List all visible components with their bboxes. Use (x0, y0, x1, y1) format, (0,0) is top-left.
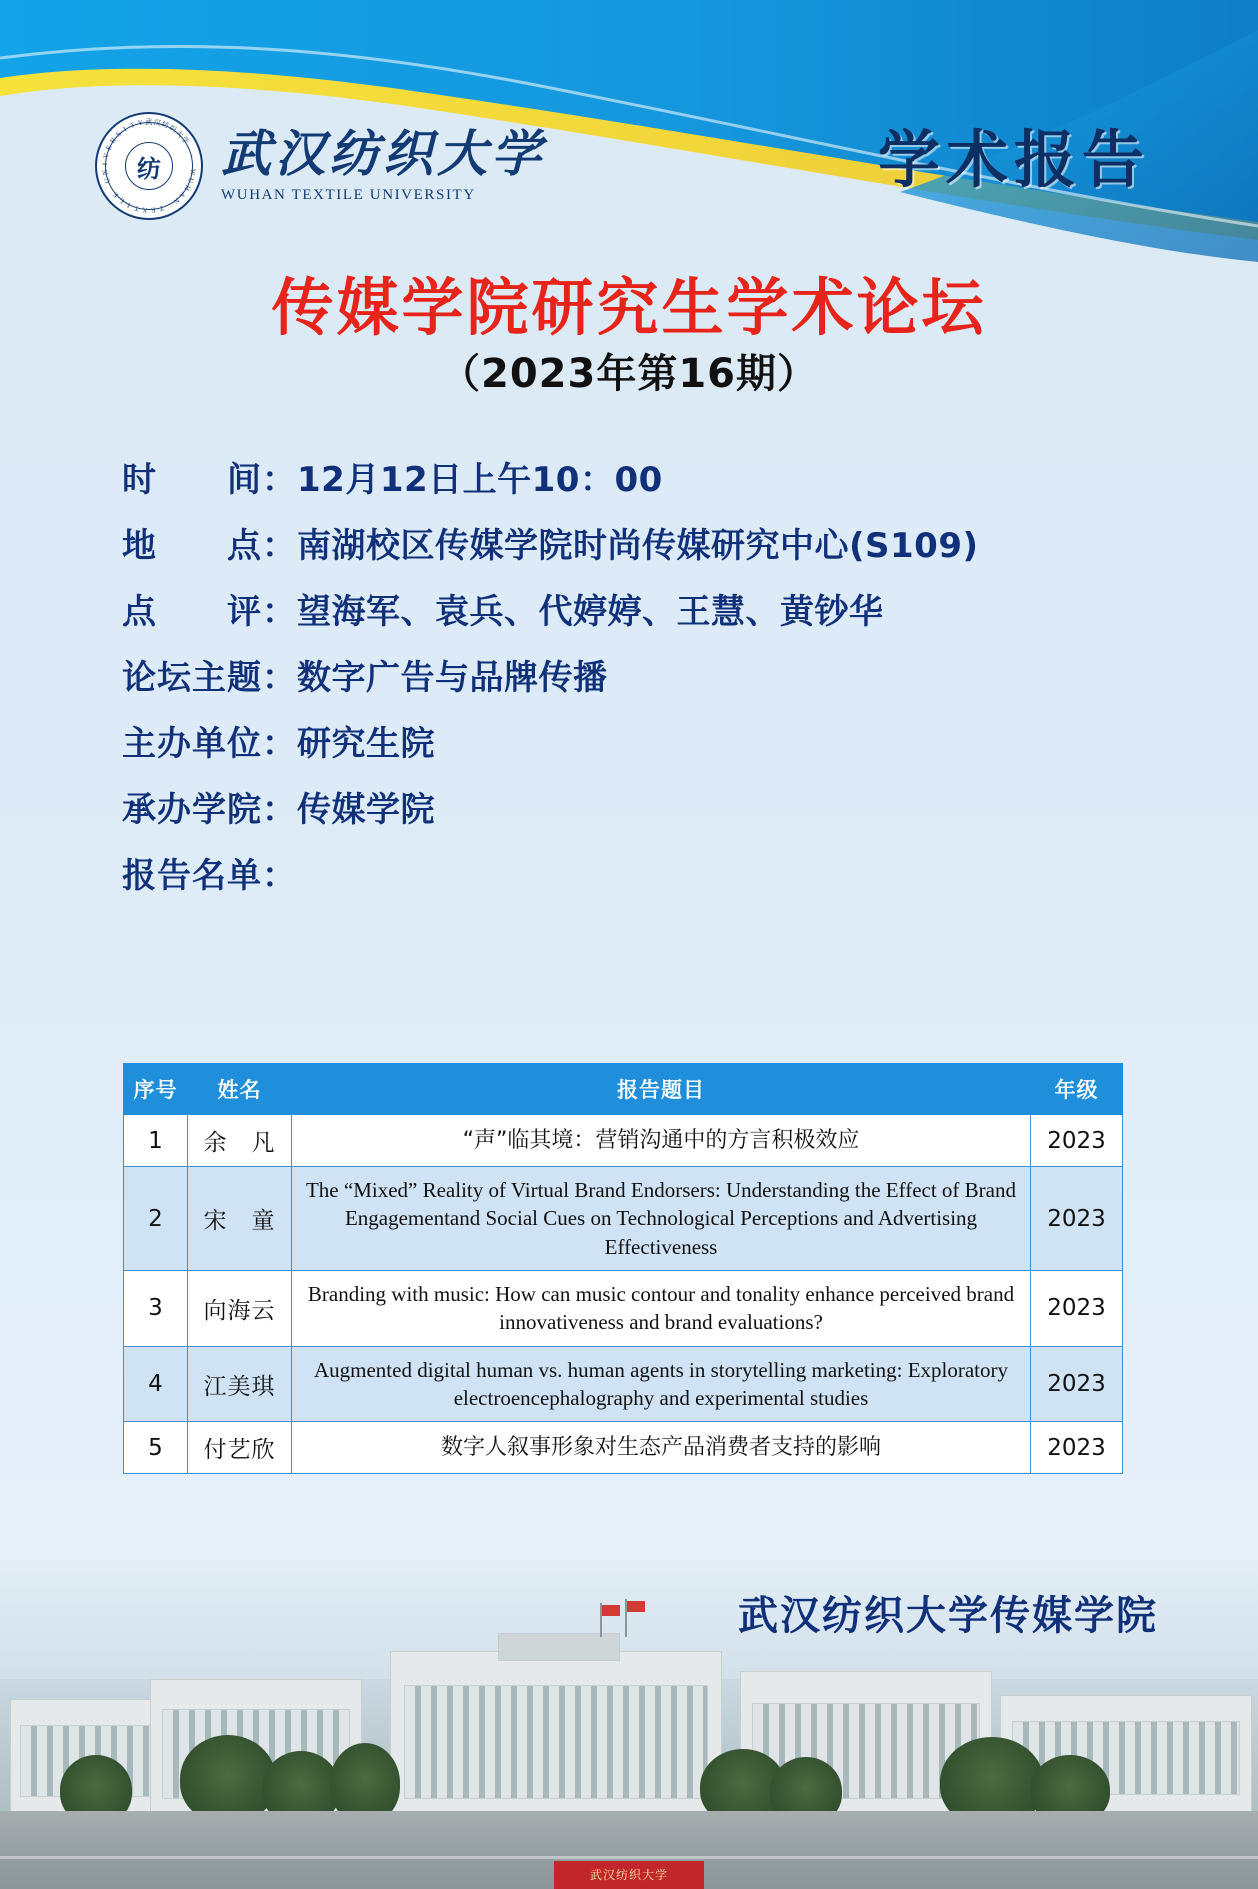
info-label: 论坛主题： (122, 658, 297, 698)
cell-no: 2 (124, 1167, 188, 1271)
cell-name: 江美琪 (188, 1346, 292, 1422)
info-label: 时 间： (122, 460, 297, 500)
photo-building-banner: 武汉纺织大学 (554, 1861, 704, 1889)
info-label: 点 评： (122, 592, 297, 632)
cell-grade: 2023 (1031, 1422, 1123, 1474)
cell-grade: 2023 (1031, 1346, 1123, 1422)
cell-grade: 2023 (1031, 1167, 1123, 1271)
cell-name: 付艺欣 (188, 1422, 292, 1474)
page-title: 传媒学院研究生学术论坛 (271, 271, 987, 344)
info-row-time (122, 452, 1152, 501)
info-value: 研究生院 (297, 724, 435, 764)
info-label: 主办单位： (122, 724, 297, 764)
cell-name: 余 凡 (188, 1115, 292, 1167)
photo-tree (180, 1735, 276, 1823)
table-row (124, 1167, 1123, 1271)
table-row (124, 1346, 1123, 1422)
info-value: 传媒学院 (297, 790, 435, 830)
cell-grade: 2023 (1031, 1115, 1123, 1167)
cell-title: The “Mixed” Reality of Virtual Brand Endorsers: Understanding the Effect of Brand Engagementand Social Cues on Technological Perceptions and Advertising Effectiveness (292, 1167, 1031, 1271)
photo-flag (602, 1605, 620, 1616)
university-name-en: WUHAN TEXTILE UNIVERSITY (221, 187, 476, 203)
info-value: 12月12日上午10：00 (297, 460, 663, 500)
cell-title: “声”临其境：营销沟通中的方言积极效应 (292, 1115, 1031, 1167)
info-value: 望海军、袁兵、代婷婷、王慧、黄钞华 (297, 592, 884, 632)
photo-road-line (0, 1856, 1258, 1859)
cell-name: 向海云 (188, 1271, 292, 1347)
table-row (124, 1271, 1123, 1347)
info-row-host-school (122, 782, 1152, 831)
cell-no: 1 (124, 1115, 188, 1167)
cell-name: 宋 童 (188, 1167, 292, 1271)
page-subtitle: （2023年第16期） (440, 351, 818, 397)
table-header-title: 报告题目 (292, 1064, 1031, 1115)
cell-grade: 2023 (1031, 1271, 1123, 1347)
university-name-cn: 武汉纺织大学 (221, 126, 545, 182)
info-row-organizer (122, 716, 1152, 765)
university-crest-icon (95, 112, 203, 220)
info-label: 地 点： (122, 526, 297, 566)
cell-no: 4 (124, 1346, 188, 1422)
report-table (123, 1063, 1123, 1474)
photo-flag (627, 1601, 645, 1612)
info-row-place (122, 518, 1152, 567)
report-table-wrap (123, 1063, 1123, 1474)
table-row (124, 1422, 1123, 1474)
photo-building-windows (404, 1685, 708, 1799)
photo-building-top (498, 1633, 620, 1661)
info-row-report-list (122, 848, 1152, 897)
info-row-theme (122, 650, 1152, 699)
crest-glyph: 纺 (125, 142, 173, 190)
table-row (124, 1115, 1123, 1167)
cell-title: 数字人叙事形象对生态产品消费者支持的影响 (292, 1422, 1031, 1474)
table-header-no: 序号 (124, 1064, 188, 1115)
cell-no: 5 (124, 1422, 188, 1474)
university-logo (95, 112, 545, 220)
university-wordmark (221, 126, 545, 203)
crest-ring-text: 武 汉 纺 织 大 学 · W U H A N T E X T I L E U N I V E R S I T Y (100, 118, 198, 215)
table-header-row (124, 1064, 1123, 1115)
cell-no: 3 (124, 1271, 188, 1347)
table-header-grade: 年级 (1031, 1064, 1123, 1115)
banner-title: 学术报告 (877, 123, 1150, 196)
info-list (122, 452, 1152, 914)
info-value: 数字广告与品牌传播 (297, 658, 608, 698)
info-row-commentators (122, 584, 1152, 633)
table-header-name: 姓名 (188, 1064, 292, 1115)
top-banner (0, 0, 1258, 270)
cell-title: Augmented digital human vs. human agents in storytelling marketing: Exploratory electroencephalography and experimental studies (292, 1346, 1031, 1422)
cell-title: Branding with music: How can music contour and tonality enhance perceived brand innovativeness and brand evaluations? (292, 1271, 1031, 1347)
info-value: 南湖校区传媒学院时尚传媒研究中心(S109) (297, 526, 979, 566)
info-label: 承办学院： (122, 790, 297, 830)
info-label: 报告名单： (122, 856, 297, 896)
footer-organization: 武汉纺织大学传媒学院 (738, 1593, 1158, 1639)
